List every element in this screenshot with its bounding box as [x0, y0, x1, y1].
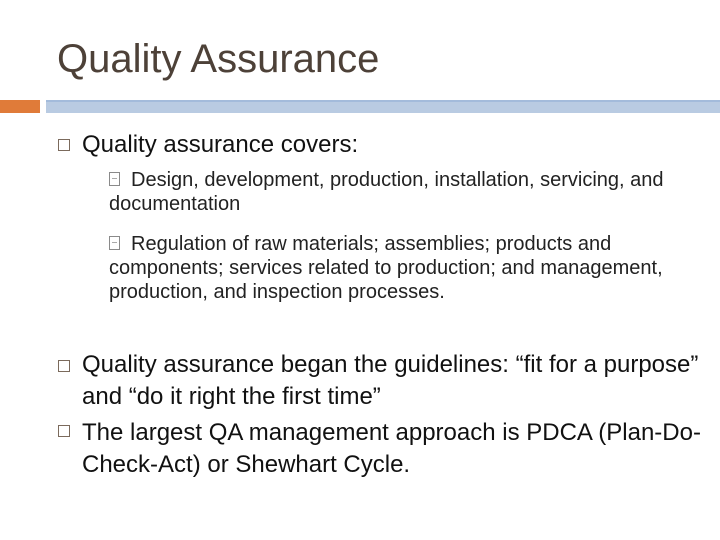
square-bullet-icon: [58, 425, 70, 437]
slide-title: Quality Assurance: [57, 37, 380, 81]
bullet-guidelines: Quality assurance began the guidelines: “fit for a purpose” and “do it right the first time”: [82, 351, 699, 410]
bullet-pdca: The largest QA management approach is PDCA (Plan-Do-Check-Act) or Shewhart Cycle.: [82, 419, 701, 478]
subbullet-icon: [109, 172, 120, 186]
subbullet-icon: [109, 236, 120, 250]
title-accent-bar: [0, 100, 40, 113]
subbullet-design: [109, 168, 699, 216]
subbullet-regulation-text: Regulation of raw materials; assemblies; products and components; services related to production; and management, production, and inspection processes.: [109, 233, 663, 303]
subbullet-regulation: [109, 232, 699, 304]
title-rule-bar: [46, 100, 720, 113]
bullet-quality-assurance-covers: Quality assurance covers:: [82, 131, 359, 158]
square-bullet-icon: [58, 360, 70, 372]
square-bullet-icon: [58, 139, 70, 151]
subbullet-design-text: Design, development, production, installation, servicing, and documentation: [109, 169, 664, 215]
